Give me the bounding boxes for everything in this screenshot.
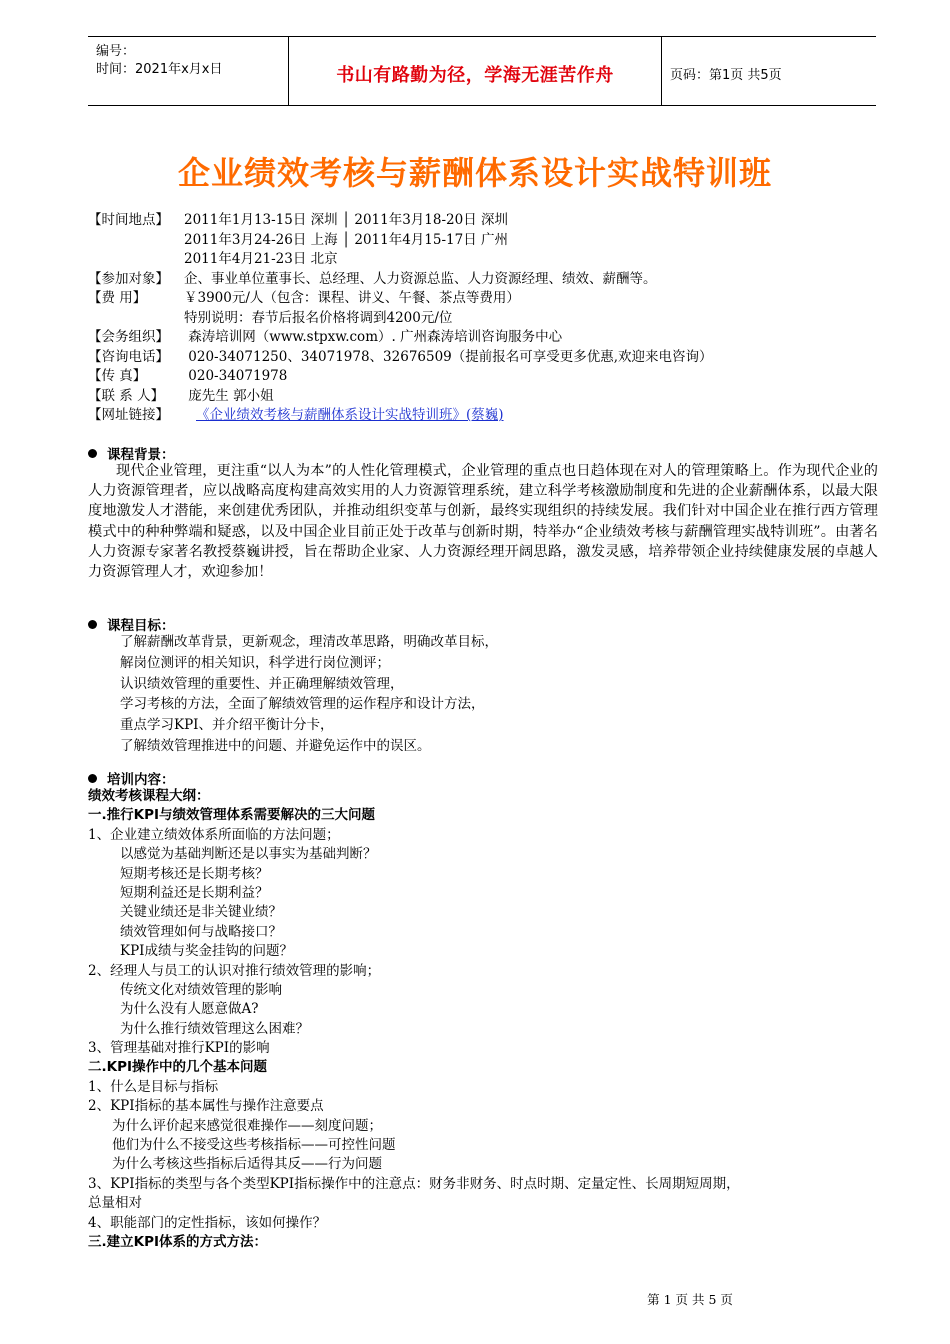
- url-label: 【网址链接】: [88, 407, 169, 423]
- outline-line: 他们为什么不接受这些考核指标——可控性问题: [112, 1137, 396, 1154]
- fee-note: 特别说明：春节后报名价格将调到4200元/位: [184, 309, 453, 326]
- fee-label: 【费 用】: [88, 290, 147, 306]
- bullet-icon: [88, 620, 97, 629]
- document-title: 企业绩效考核与薪酬体系设计实战特训班: [177, 154, 772, 192]
- outline-line: 短期利益还是长期利益？: [120, 884, 269, 901]
- outline-line: 为什么评价起来感觉很难操作——刻度问题；: [112, 1117, 382, 1134]
- outline-line: 一.推行KPI与绩效管理体系需要解决的三大问题: [88, 807, 376, 824]
- header-motto-cell: [288, 37, 662, 105]
- goal-item: 重点学习KPI、并介绍平衡计分卡，: [120, 717, 334, 734]
- audience-label: 【参加对象】: [88, 270, 169, 287]
- contact-value: 庞先生 郭小姐: [184, 387, 274, 404]
- course-info: [88, 211, 713, 426]
- audience-value: 企、事业单位董事长、总经理、人力资源总监、人力资源经理、绩效、薪酬等。: [184, 270, 657, 287]
- time-place-label: 【时间地点】: [88, 212, 169, 228]
- outline-line: 为什么没有人愿意做A?: [120, 1001, 259, 1018]
- goals-heading-text: 课程目标：: [107, 618, 175, 634]
- organizer-value: 森涛培训网（www.stpxw.com）. 广州森涛培训咨询服务中心: [184, 329, 563, 345]
- bullet-icon: [88, 774, 97, 783]
- fax-label: 【传 真】: [88, 368, 147, 384]
- course-url-link[interactable]: 《企业绩效考核与薪酬体系设计实战特训班》(蔡巍): [196, 407, 504, 423]
- goal-item: 了解薪酬改革背景，更新观念，理清改革思路，明确改革目标，: [120, 634, 498, 650]
- outline-line: 1、什么是目标与指标: [88, 1078, 219, 1095]
- outline-line: 为什么考核这些指标后适得其反——行为问题: [112, 1156, 382, 1173]
- fax-value: 020-34071978: [184, 368, 288, 384]
- content-heading-text: 培训内容：: [107, 772, 175, 788]
- content-heading: [88, 768, 175, 788]
- outline-line: 传统文化对绩效管理的影响: [120, 981, 282, 998]
- organizer-label: 【会务组织】: [88, 329, 169, 345]
- document-number-label: 编号：: [96, 44, 136, 59]
- time-place-line: 2011年1月13-15日 深圳 │ 2011年3月18-20日 深圳: [184, 212, 509, 228]
- outline-line: 以感觉为基础判断还是以事实为基础判断？: [120, 846, 377, 863]
- outline-line: 为什么推行绩效管理这么困难？: [120, 1020, 309, 1037]
- page-footer: 第 1 页 共 5 页: [647, 1292, 733, 1307]
- outline-line: 二.KPI操作中的几个基本问题: [88, 1059, 268, 1076]
- goal-item: 解岗位测评的相关知识，科学进行岗位测评；: [120, 654, 390, 671]
- fee-value: ￥3900元/人（包含：课程、讲义、午餐、茶点等费用）: [184, 290, 520, 306]
- goal-item: 学习考核的方法，全面了解绩效管理的运作程序和设计方法，: [120, 696, 485, 713]
- outline-line: 3、KPI指标的类型与各个类型KPI指标操作中的注意点：财务非财务、时点时期、定量定性、长周期短周期，: [88, 1175, 740, 1192]
- phone-value: 020-34071250、34071978、32676509（提前报名可享受更多优惠,欢迎来电咨询）: [184, 348, 713, 365]
- outline-line: 总量相对: [88, 1195, 142, 1212]
- goals-list: [120, 632, 498, 757]
- outline-line: 绩效管理如何与战略接口？: [120, 923, 282, 940]
- outline-line: KPI成绩与奖金挂钩的问题？: [120, 943, 294, 960]
- goals-heading: [88, 614, 175, 634]
- goal-item: 认识绩效管理的重要性、并正确理解绩效管理，: [120, 675, 404, 692]
- outline-line: 短期考核还是长期考核？: [120, 865, 269, 882]
- outline-line: 绩效考核课程大纲：: [88, 788, 210, 804]
- outline-line: 2、KPI指标的基本属性与操作注意要点: [88, 1098, 324, 1115]
- time-place-line: 2011年4月21-23日 北京: [184, 251, 338, 267]
- outline-line: 3、管理基础对推行KPI的影响: [88, 1040, 270, 1057]
- background-heading: [88, 443, 175, 463]
- header-page-label: 页码：第1页 共5页: [670, 68, 782, 83]
- document-header: [88, 36, 876, 106]
- outline-line: 2、经理人与员工的认识对推行绩效管理的影响；: [88, 962, 381, 979]
- background-paragraph: 现代企业管理，更注重“以人为本”的人性化管理模式，企业管理的重点也日趋体现在对人的管理策略上。作为现代企业的人力资源管理者，应以战略高度构建高效实用的人力资源管理系统，建立科学考核激励制度和先进的企业薪酬体系，以最大限度地激发人才潜能，来创建优秀团队，并推动组织变革与创新，最终实现组织的持续发展。我们针对中国企业在推行西方管理模式中的种种弊端和疑惑，以及中国企业目前正处于改革与创新时期，特举办“企业绩效考核与薪酬管理实战特训班”。由著名人力资源专家著名教授蔡巍讲授，旨在帮助企业家、人力资源经理开阔思路，激发灵感，培养带领企业持续健康发展的卓越人力资源管理人才，欢迎参加！: [88, 463, 878, 581]
- document-time-label: 时间：2021年x月x日: [96, 62, 223, 77]
- content-outline: [88, 787, 740, 1252]
- outline-line: 4、职能部门的定性指标，该如何操作？: [88, 1214, 327, 1231]
- outline-line: 关键业绩还是非关键业绩？: [120, 904, 282, 921]
- header-page-cell: [661, 37, 876, 105]
- contact-label: 【联 系 人】: [88, 387, 165, 404]
- goal-item: 了解绩效管理推进中的问题、并避免运作中的误区。: [120, 737, 431, 754]
- outline-line: 三.建立KPI体系的方式方法：: [88, 1233, 268, 1250]
- outline-line: 1、企业建立绩效体系所面临的方法问题；: [88, 826, 340, 843]
- time-place-line: 2011年3月24-26日 上海 │ 2011年4月15-17日 广州: [184, 231, 509, 248]
- header-motto: 书山有路勤为径，学海无涯苦作舟: [336, 65, 614, 86]
- background-heading-text: 课程背景：: [107, 447, 175, 463]
- bullet-icon: [88, 449, 97, 458]
- phone-label: 【咨询电话】: [88, 348, 169, 365]
- header-meta-cell: [88, 37, 288, 105]
